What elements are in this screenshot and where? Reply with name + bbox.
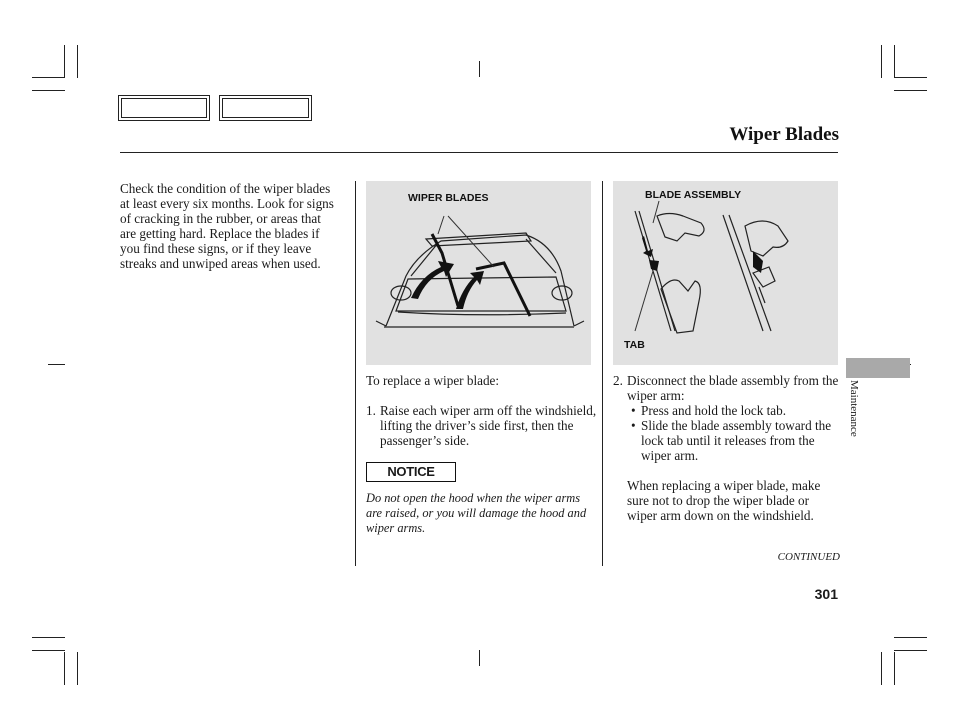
nav-box-right[interactable] <box>219 95 312 121</box>
step-text: Disconnect the blade assembly from the wiper arm: <box>627 373 839 403</box>
figure-label: WIPER BLADES <box>408 192 489 204</box>
figure-label-top: BLADE ASSEMBLY <box>645 189 742 201</box>
after-text: When replacing a wiper blade, make sure not to drop the wiper blade or wiper arm down on the windshield. <box>627 478 821 523</box>
crop-mark <box>32 637 65 638</box>
crop-mark <box>48 364 65 365</box>
crop-mark <box>881 45 882 78</box>
bullet-item: • Slide the blade assembly toward the lock tab until it releases from the wiper arm. <box>641 418 841 463</box>
crop-mark <box>32 77 65 78</box>
wiper-blades-figure <box>366 181 591 365</box>
page-title: Wiper Blades <box>729 124 839 145</box>
crop-mark <box>479 61 480 77</box>
section-label-text: Maintenance <box>848 380 860 437</box>
continued-label: CONTINUED <box>777 551 840 563</box>
step-2 <box>613 373 841 523</box>
nav-box-left[interactable] <box>118 95 210 121</box>
section-label <box>846 380 862 460</box>
bullet-item: • Press and hold the lock tab. <box>641 403 841 418</box>
crop-mark <box>881 652 882 685</box>
steps-lead: To replace a wiper blade: <box>366 373 500 388</box>
step-number: 1. <box>366 403 376 418</box>
column-divider <box>602 181 603 566</box>
step-text: Raise each wiper arm off the windshield, lifting the driver’s side first, then the passenger’s side. <box>380 403 597 448</box>
crop-mark <box>894 77 927 78</box>
notice-badge: NOTICE <box>366 462 456 482</box>
crop-mark <box>32 90 65 91</box>
crop-mark <box>894 652 895 685</box>
section-tab <box>846 358 910 378</box>
crop-mark <box>479 650 480 666</box>
crop-mark <box>894 90 927 91</box>
figure-label-bottom: TAB <box>624 339 645 351</box>
step-number: 2. <box>613 373 623 388</box>
crop-mark <box>894 45 895 78</box>
intro-paragraph: Check the condition of the wiper blades at least every six months. Look for signs of cracking in the rubber, or areas that are getting hard. Replace the blades if you find these signs, or if they leave streaks and unwiped areas when used. <box>120 181 334 271</box>
title-rule <box>120 152 838 153</box>
blade-removal-illustration <box>613 181 838 365</box>
crop-mark <box>894 637 927 638</box>
crop-mark <box>64 45 65 78</box>
crop-mark <box>64 652 65 685</box>
windshield-illustration <box>366 181 591 365</box>
blade-assembly-figure <box>613 181 838 365</box>
crop-mark <box>77 45 78 78</box>
crop-mark <box>77 652 78 685</box>
notice-text: Do not open the hood when the wiper arms are raised, or you will damage the hood and wiper arms. <box>366 491 587 535</box>
column-divider <box>355 181 356 566</box>
crop-mark <box>894 650 927 651</box>
page-number: 301 <box>814 586 838 602</box>
step-1 <box>366 403 598 448</box>
crop-mark <box>32 650 65 651</box>
